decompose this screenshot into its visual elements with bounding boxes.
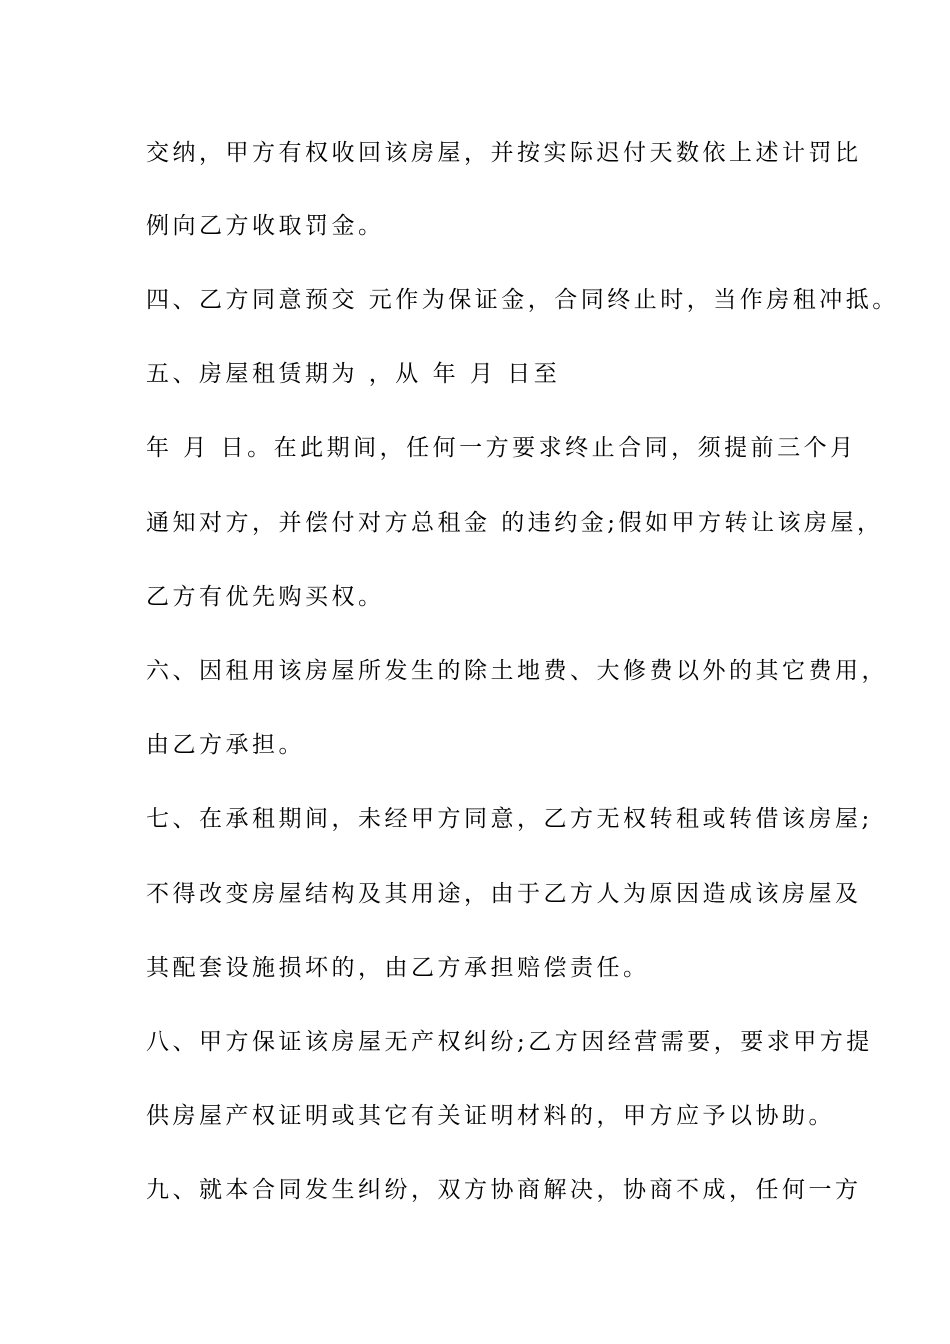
text-line: 交纳，甲方有权收回该房屋，并按实际迟付天数依上述计罚比: [146, 140, 862, 166]
text-line: 不得改变房屋结构及其用途，由于乙方人为原因造成该房屋及: [146, 881, 862, 907]
text-line: 九、就本合同发生纠纷，双方协商解决，协商不成，任何一方: [146, 1177, 862, 1203]
text-line: 由乙方承担。: [146, 732, 305, 758]
text-line: 四、乙方同意预交 元作为保证金，合同终止时，当作房租冲抵。: [146, 287, 899, 313]
text-line: 例向乙方收取罚金。: [146, 213, 385, 239]
text-line: 年 月 日。在此期间，任何一方要求终止合同，须提前三个月: [146, 435, 857, 461]
text-line: 五、房屋租赁期为 ，从 年 月 日至: [146, 361, 561, 387]
text-line: 其配套设施损坏的，由乙方承担赔偿责任。: [146, 955, 650, 981]
text-line: 七、在承租期间，未经甲方同意，乙方无权转租或转借该房屋;: [146, 806, 873, 832]
text-line: 八、甲方保证该房屋无产权纠纷;乙方因经营需要，要求甲方提: [146, 1029, 873, 1055]
text-line: 六、因租用该房屋所发生的除土地费、大修费以外的其它费用，: [146, 658, 888, 684]
text-line: 供房屋产权证明或其它有关证明材料的，甲方应予以协助。: [146, 1103, 835, 1129]
text-line: 乙方有优先购买权。: [146, 584, 385, 610]
text-line: 通知对方，并偿付对方总租金 的违约金;假如甲方转让该房屋，: [146, 510, 884, 536]
